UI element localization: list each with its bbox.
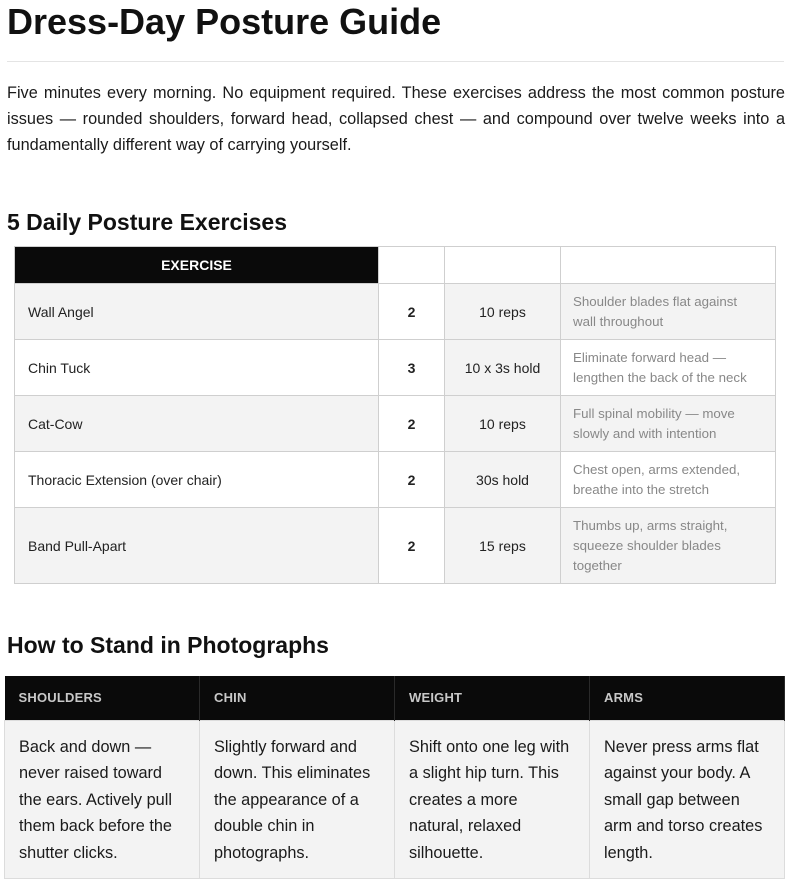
column-header-arms: ARMS <box>590 676 785 720</box>
column-header-shoulders: SHOULDERS <box>5 676 200 720</box>
exercise-name: Chin Tuck <box>15 340 379 396</box>
photographs-header-row <box>5 676 785 720</box>
exercises-header-row <box>15 247 776 284</box>
table-row <box>15 284 776 340</box>
exercise-note: Chest open, arms extended, breathe into the stretch <box>561 452 776 508</box>
exercise-name: Wall Angel <box>15 284 379 340</box>
column-header-sets <box>379 247 445 284</box>
exercise-sets: 2 <box>379 396 445 452</box>
exercise-reps: 15 reps <box>445 508 561 584</box>
table-row <box>15 396 776 452</box>
column-header-exercise: EXERCISE <box>15 247 379 284</box>
exercises-table <box>14 246 776 584</box>
exercise-reps: 30s hold <box>445 452 561 508</box>
exercise-note: Eliminate forward head — lengthen the back of the neck <box>561 340 776 396</box>
intro-paragraph: Five minutes every morning. No equipment required. These exercises address the most common posture issues — rounded shoulders, forward head, collapsed chest — and compound over twelve weeks into a fundamentally different way of carrying yourself. <box>7 84 785 154</box>
table-row <box>15 508 776 584</box>
exercise-sets: 2 <box>379 284 445 340</box>
exercise-note: Full spinal mobility — move slowly and with intention <box>561 396 776 452</box>
exercise-reps: 10 x 3s hold <box>445 340 561 396</box>
column-header-weight: WEIGHT <box>395 676 590 720</box>
weight-tip: Shift onto one leg with a slight hip turn. This creates a more natural, relaxed silhouette. <box>395 720 590 878</box>
photographs-table <box>4 676 785 879</box>
exercise-reps: 10 reps <box>445 284 561 340</box>
shoulders-tip: Back and down — never raised toward the ears. Actively pull them back before the shutter clicks. <box>5 720 200 878</box>
exercise-reps: 10 reps <box>445 396 561 452</box>
exercise-name: Thoracic Extension (over chair) <box>15 452 379 508</box>
chin-tip: Slightly forward and down. This eliminates the appearance of a double chin in photographs. <box>200 720 395 878</box>
exercise-note: Thumbs up, arms straight, squeeze shoulder blades together <box>561 508 776 584</box>
exercise-name: Cat-Cow <box>15 396 379 452</box>
table-row <box>15 452 776 508</box>
column-header-chin: CHIN <box>200 676 395 720</box>
photographs-content-row <box>5 720 785 878</box>
exercises-heading: 5 Daily Posture Exercises <box>7 209 287 235</box>
exercise-note: Shoulder blades flat against wall throughout <box>561 284 776 340</box>
table-row <box>15 340 776 396</box>
title-divider <box>7 61 784 62</box>
page-title: Dress-Day Posture Guide <box>7 1 442 42</box>
exercise-sets: 3 <box>379 340 445 396</box>
photographs-heading: How to Stand in Photographs <box>7 632 329 658</box>
arms-tip: Never press arms flat against your body. A small gap between arm and torso creates length. <box>590 720 785 878</box>
exercise-name: Band Pull-Apart <box>15 508 379 584</box>
exercise-sets: 2 <box>379 508 445 584</box>
column-header-reps <box>445 247 561 284</box>
column-header-notes <box>561 247 776 284</box>
exercise-sets: 2 <box>379 452 445 508</box>
